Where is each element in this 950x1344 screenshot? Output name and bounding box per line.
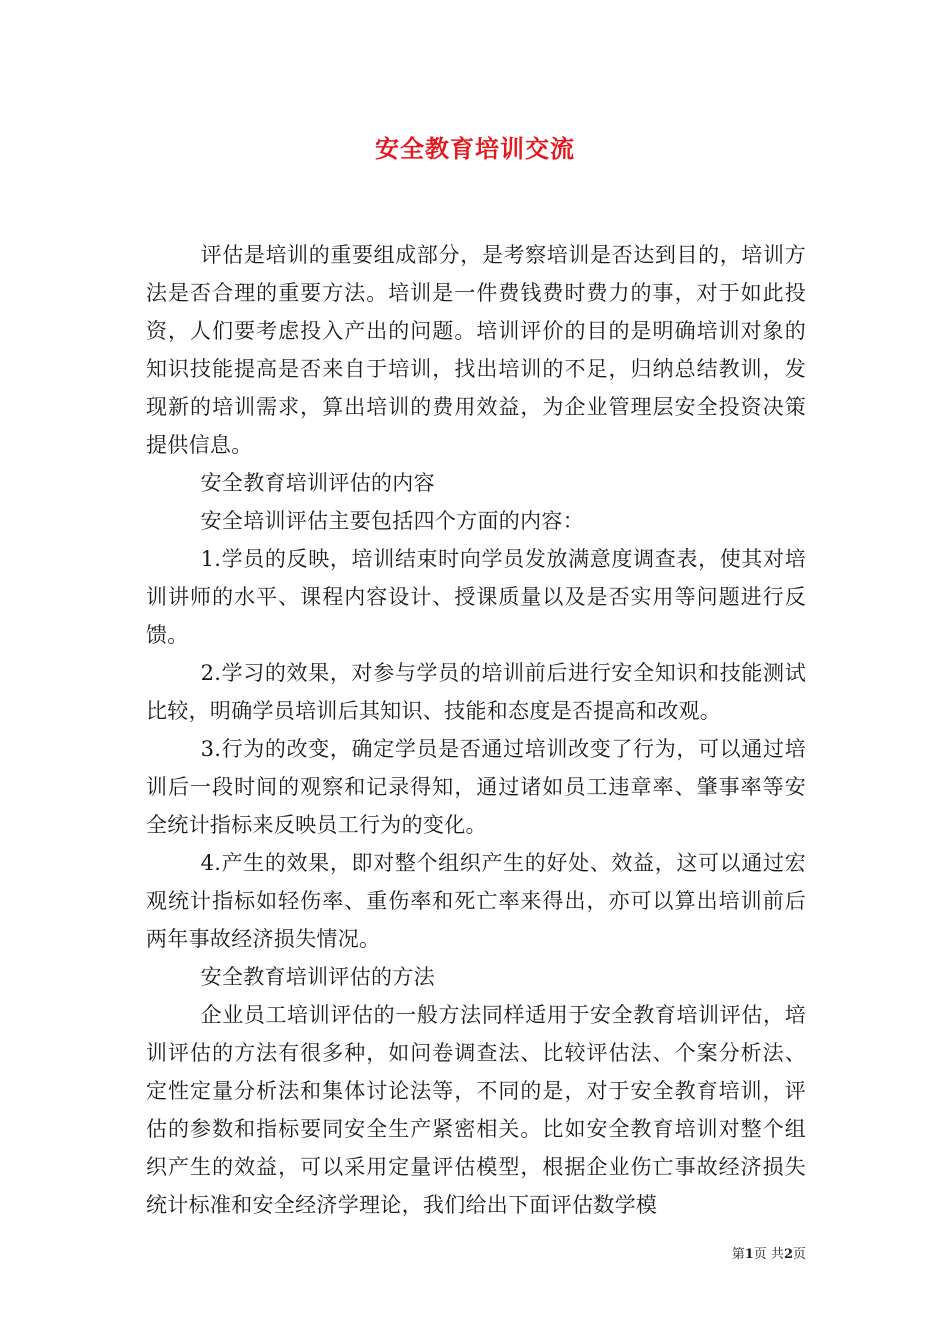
footer-suffix: 页 <box>792 1247 806 1262</box>
footer-middle: 页 共 <box>753 1247 784 1262</box>
section-heading-content: 安全教育培训评估的内容 <box>200 471 435 495</box>
footer-prefix: 第 <box>731 1247 745 1262</box>
document-body <box>146 236 806 1224</box>
list-item-4: 4.产生的效果，即对整个组织产生的好处、效益，这可以通过宏观统计指标如轻伤率、重伤率和死亡率来得出，亦可以算出培训前后两年事故经济损失情况。 <box>146 851 806 951</box>
section-heading-method: 安全教育培训评估的方法 <box>200 965 435 989</box>
paragraph-method: 企业员工培训评估的一般方法同样适用于安全教育培训评估，培训评估的方法有很多种，如问卷调查法、比较评估法、个案分析法、定性定量分析法和集体讨论法等，不同的是，对于安全教育培训，评估的参数和指标要同安全生产紧密相关。比如安全教育培训对整个组织产生的效益，可以采用定量评估模型，根据企业伤亡事故经济损失统计标准和安全经济学理论，我们给出下面评估数学模 <box>146 1003 806 1217</box>
list-item-3: 3.行为的改变，确定学员是否通过培训改变了行为，可以通过培训后一段时间的观察和记录得知，通过诸如员工违章率、肇事率等安全统计指标来反映员工行为的变化。 <box>146 737 806 837</box>
document-title: 安全教育培训交流 <box>375 134 575 163</box>
paragraph-overview: 安全培训评估主要包括四个方面的内容： <box>200 509 584 533</box>
page-number-footer <box>0 1246 806 1264</box>
total-page-count: 2 <box>783 1247 793 1262</box>
paragraph-intro: 评估是培训的重要组成部分，是考察培训是否达到目的，培训方法是否合理的重要方法。培训是一件费钱费时费力的事，对于如此投资，人们要考虑投入产出的问题。培训评价的目的是明确培训对象的知识技能提高是否来自于培训，找出培训的不足，归纳总结教训，发现新的培训需求，算出培训的费用效益，为企业管理层安全投资决策提供信息。 <box>146 243 806 457</box>
current-page-number: 1 <box>744 1247 754 1262</box>
list-item-1: 1.学员的反映，培训结束时向学员发放满意度调查表，使其对培训讲师的水平、课程内容设计、授课质量以及是否实用等问题进行反馈。 <box>146 547 806 647</box>
list-item-2: 2.学习的效果，对参与学员的培训前后进行安全知识和技能测试比较，明确学员培训后其知识、技能和态度是否提高和改观。 <box>146 661 806 723</box>
